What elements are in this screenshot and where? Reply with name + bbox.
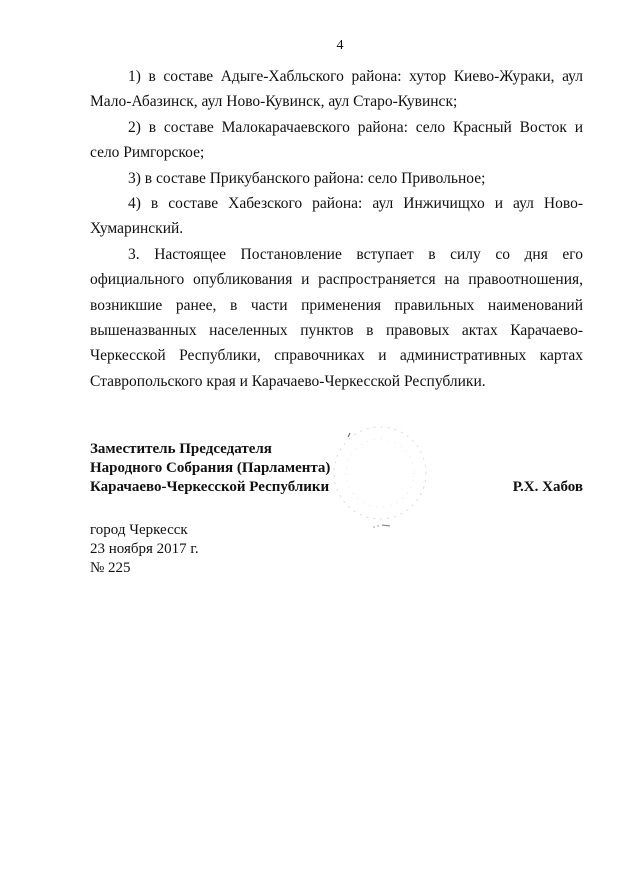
- paragraph-item-3: 3) в составе Прикубанского района: село Привольное;: [128, 169, 486, 187]
- paragraph-item-1: 1) в составе Адыге-Хабльского района: хутор Киево-Жураки, аул Мало-Абазинск, аул Ново-Кувинск, аул Старо-Кувинск;: [90, 68, 583, 111]
- footer-date: 23 ноября 2017 г.: [90, 541, 199, 557]
- signature-title-line-1: Заместитель Председателя: [90, 441, 272, 457]
- document-footer: [90, 521, 199, 578]
- footer-city: город Черкесск: [90, 522, 188, 538]
- paragraph-effective-date: 3. Настоящее Постановление вступает в силу со дня его официального опубликования и распространяется на правоотношения, возникшие ранее, в части применения правильных наименований вышеназванных населенных пунктов в правовых актах Карачаево-Черкесской Республики, справочниках и административных картах Ставропольского края и Карачаево-Черкесской Республики.: [90, 245, 583, 390]
- signature-block: [90, 440, 583, 497]
- paragraph-item-4: 4) в составе Хабезского района: аул Инжичищхо и аул Ново-Хумаринский.: [90, 195, 583, 238]
- signatory-name: Р.Х. Хабов: [512, 479, 583, 495]
- paragraph-item-2: 2) в составе Малокарачаевского района: село Красный Восток и село Римгорское;: [90, 118, 583, 162]
- footer-number: № 225: [90, 560, 131, 576]
- signature-title-line-3: Карачаево-Черкесской Республики: [90, 479, 330, 495]
- page-number: 4: [336, 38, 344, 53]
- signature-title-line-2: Народного Собрания (Парламента): [90, 460, 331, 476]
- document-body: [90, 64, 583, 394]
